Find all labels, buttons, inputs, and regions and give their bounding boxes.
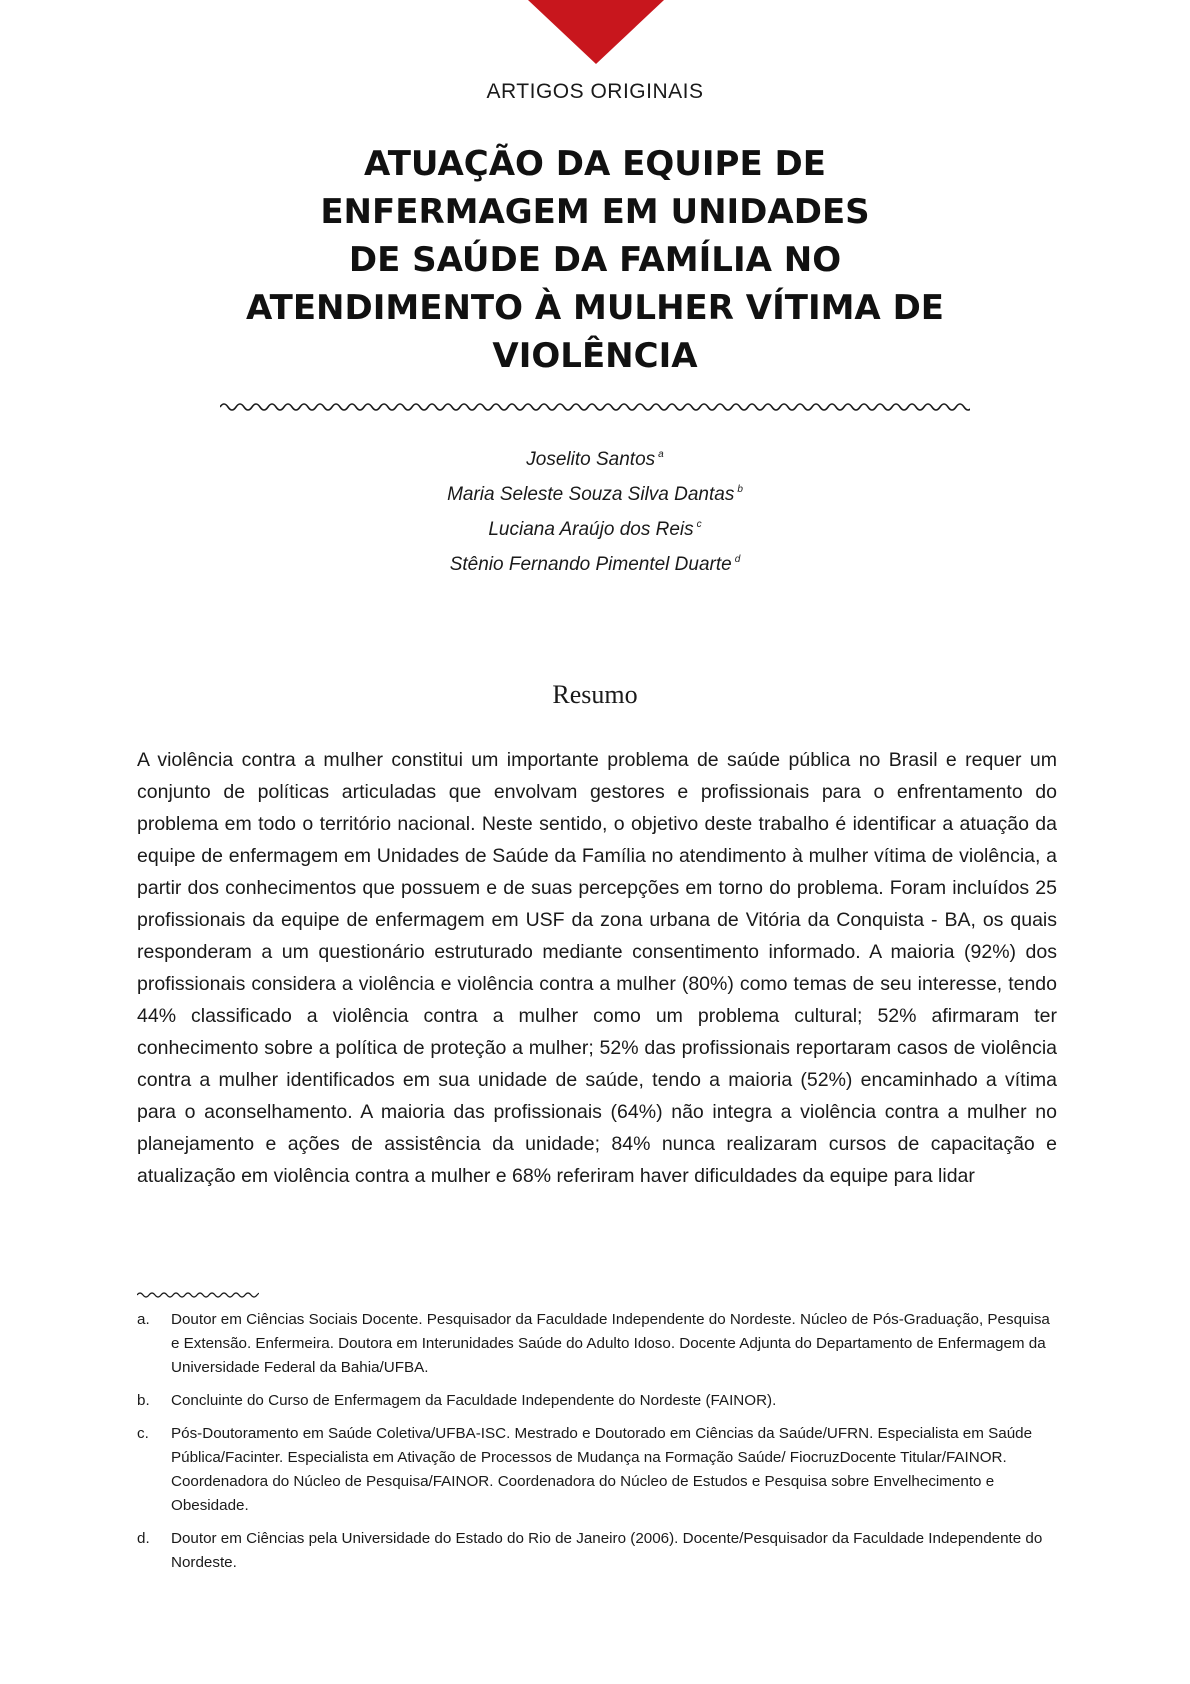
wavy-divider — [220, 400, 970, 414]
abstract-heading: Resumo — [552, 680, 638, 709]
author-name: Joselito Santos — [526, 449, 656, 470]
author-name: Maria Seleste Souza Silva Dantas — [447, 484, 735, 505]
author-name: Stênio Fernando Pimentel Duarte — [449, 554, 732, 575]
author-affiliation-mark: c — [696, 519, 702, 530]
abstract-text: A violência contra a mulher constitui um importante problema de saúde pública no Brasil e requer um conjunto de políticas articuladas que envolvam gestores e profissionais para o enfrentamento do problema em todo o território nacional. Neste sentido, o objetivo deste trabalho é identificar a atuação da equipe de enfermagem em Unidades de Saúde da Família no atendimento à mulher vítima de violência, a partir dos conhecimentos que possuem e de suas percepções em torno do problema. Foram incluídos 25 profissionais da equipe de enfermagem em USF da zona urbana de Vitória da Conquista - BA, os quais responderam a um questionário estruturado mediante consentimento informado. A maioria (92%) dos profissionais considera a violência e violência contra a mulher (80%) como temas de seu interesse, tendo 44% classificado a violência contra a mulher como um problema cultural; 52% afirmaram ter conhecimento sobre a política de proteção a mulher; 52% das profissionais reportaram casos de violência contra a mulher identificados em sua unidade de saúde, tendo a maioria (52%) encaminhado a vítima para o aconselhamento. A maioria das profissionais (64%) não integra a violência contra a mulher no planejamento e ações de assistência da unidade; 84% nunca realizaram cursos de capacitação e atualização em violência contra a mulher e 68% referiram haver dificuldades da equipe para lidar — [137, 749, 1057, 1187]
author-affiliation-mark: b — [737, 484, 743, 495]
footnote-text: Concluinte do Curso de Enfermagem da Faculdade Independente do Nordeste (FAINOR). — [171, 1392, 777, 1409]
header-triangle-decoration — [528, 0, 664, 64]
footnote — [137, 1527, 1057, 1575]
footnote-letter: d. — [137, 1530, 150, 1547]
author — [0, 545, 1190, 580]
footnote-text: Doutor em Ciências Sociais Docente. Pesquisador da Faculdade Independente do Nordeste. Núcleo de Pós-Graduação, Pesquisa e Extensão. Enfermeira. Doutora em Interunidades Saúde do Adulto Idoso. Docente Adjunta do Departamento de Enfermagem da Universidade Federal da Bahia/UFBA. — [171, 1311, 1050, 1376]
title-line: ATENDIMENTO À MULHER VÍTIMA DE — [245, 288, 945, 328]
footnote-letter: a. — [137, 1311, 150, 1328]
author — [0, 440, 1190, 475]
footnote — [137, 1389, 1057, 1413]
title-line: ENFERMAGEM EM UNIDADES — [320, 192, 870, 232]
author-affiliation-mark: d — [734, 554, 741, 565]
author — [0, 475, 1190, 510]
author-name: Luciana Araújo dos Reis — [488, 519, 694, 540]
footnote-text: Pós-Doutoramento em Saúde Coletiva/UFBA-ISC. Mestrado e Doutorado em Ciências da Saúde/UFRN. Especialista em Saúde Pública/Facinter. Especialista em Ativação de Processos de Mudança na Formação Saúde/ FiocruzDocente Titular/FAINOR. Coordenadora do Núcleo de Pesquisa/FAINOR. Coordenadora do Núcleo de Estudos e Pesquisa sobre Envelhecimento e Obesidade. — [171, 1425, 1033, 1514]
footnote — [137, 1308, 1057, 1380]
footnote-text: Doutor em Ciências pela Universidade do Estado do Rio de Janeiro (2006). Docente/Pesquisador da Faculdade Independente do Nordeste. — [171, 1530, 1043, 1571]
author-affiliation-mark: a — [658, 449, 664, 460]
article-title — [175, 140, 1015, 380]
title-line: VIOLÊNCIA — [492, 336, 698, 376]
footnote-letter: c. — [137, 1425, 149, 1442]
footnote-wavy-divider — [137, 1290, 259, 1300]
footnote-letter: b. — [137, 1392, 150, 1409]
title-line: DE SAÚDE DA FAMÍLIA NO — [348, 240, 842, 280]
footnote — [137, 1422, 1057, 1518]
section-label: ARTIGOS ORIGINAIS — [486, 80, 704, 103]
title-line: ATUAÇÃO DA EQUIPE DE — [364, 144, 826, 184]
footnote-list — [137, 1308, 1057, 1584]
author — [0, 510, 1190, 545]
author-list — [0, 440, 1190, 580]
